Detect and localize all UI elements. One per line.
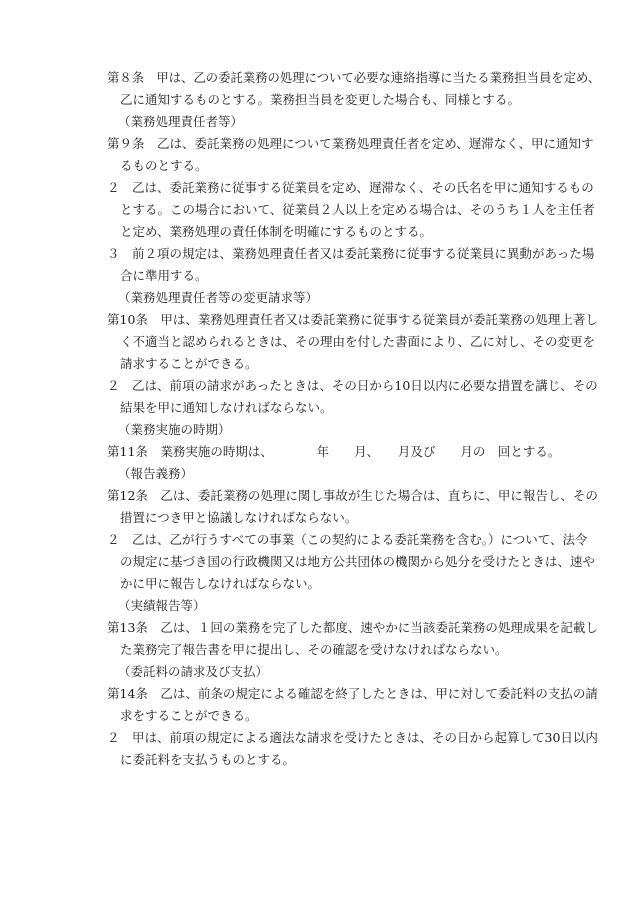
article-14-line-1: 第14条 乙は、前条の規定による確認を終了したときは、甲に対して委託料の支払の請 [107, 686, 598, 701]
heading-performance-report: （実績報告等） [118, 598, 206, 613]
article-12-para-2-line-1: ２ 乙は、乙が行うすべての事業（この契約による委託業務を含む。）について、法令 [107, 532, 588, 547]
article-10-line-3: 請求することができる。 [120, 356, 258, 371]
heading-reporting-duty: （報告義務） [118, 466, 194, 481]
article-9-line-1: 第９条 乙は、委託業務の処理について業務処理責任者を定め、遅滞なく、甲に通知す [107, 136, 594, 151]
article-9-line-2: るものとする。 [120, 158, 208, 173]
article-9-para-2-line-3: と定め、業務処理の責任体制を明確にするものとする。 [120, 224, 433, 239]
article-10-para-2-line-2: 結果を甲に通知しなければならない。 [120, 400, 333, 415]
article-10-para-2-line-1: ２ 乙は、前項の請求があったときは、その日から10日以内に必要な措置を講じ、その [107, 378, 598, 393]
article-14-para-2-line-1: ２ 甲は、前項の規定による適法な請求を受けたときは、その日から起算して30日以内 [107, 730, 598, 745]
article-8-line-1: 第８条 甲は、乙の委託業務の処理について必要な連絡指導に当たる業務担当員を定め、 [107, 70, 601, 85]
article-12-line-1: 第12条 乙は、委託業務の処理に関し事故が生じた場合は、直ちに、甲に報告し、その [107, 488, 598, 503]
article-10-line-1: 第10条 甲は、業務処理責任者又は委託業務に従事する従業員が委託業務の処理上著し [107, 312, 598, 327]
article-13-line-1: 第13条 乙は、１回の業務を完了した都度、速やかに当該委託業務の処理成果を記載し [107, 620, 598, 635]
heading-implementation-period: （業務実施の時期） [118, 422, 231, 437]
heading-fee-payment: （委託料の請求及び支払） [118, 664, 269, 679]
article-9-para-3-line-1: ３ 前２項の規定は、業務処理責任者又は委託業務に従事する従業員に異動があった場 [107, 246, 595, 261]
article-12-line-2: 措置につき甲と協議しなければならない。 [120, 510, 358, 525]
article-9-para-2-line-2: とする。この場合において、従業員２人以上を定める場合は、そのうち１人を主任者 [120, 202, 595, 217]
article-12-para-2-line-3: かに甲に報告しなければならない。 [120, 576, 321, 591]
article-14-para-2-line-2: に委託料を支払うものとする。 [120, 752, 296, 767]
article-10-line-2: く不適当と認められるときは、その理由を付した書面により、乙に対し、その変更を [120, 334, 596, 349]
article-9-para-3-line-2: 合に準用する。 [120, 268, 208, 283]
article-12-para-2-line-2: の規定に基づき国の行政機関又は地方公共団体の機関から処分を受けたときは、速や [120, 554, 596, 569]
article-9-para-2-line-1: ２ 乙は、委託業務に従事する従業員を定め、遅滞なく、その氏名を甲に通知するもの [107, 180, 594, 195]
article-14-line-2: 求をすることができる。 [120, 708, 258, 723]
heading-change-request: （業務処理責任者等の変更請求等） [118, 290, 319, 305]
article-13-line-2: た業務完了報告書を甲に提出し、その確認を受けなければならない。 [120, 642, 508, 657]
article-11-line-1: 第11条 業務実施の時期は、 年 月、 月及び 月の 回とする。 [107, 444, 561, 459]
heading-business-manager: （業務処理責任者等） [118, 114, 244, 129]
article-8-line-2: 乙に通知するものとする。業務担当員を変更した場合も、同様とする。 [120, 92, 521, 107]
